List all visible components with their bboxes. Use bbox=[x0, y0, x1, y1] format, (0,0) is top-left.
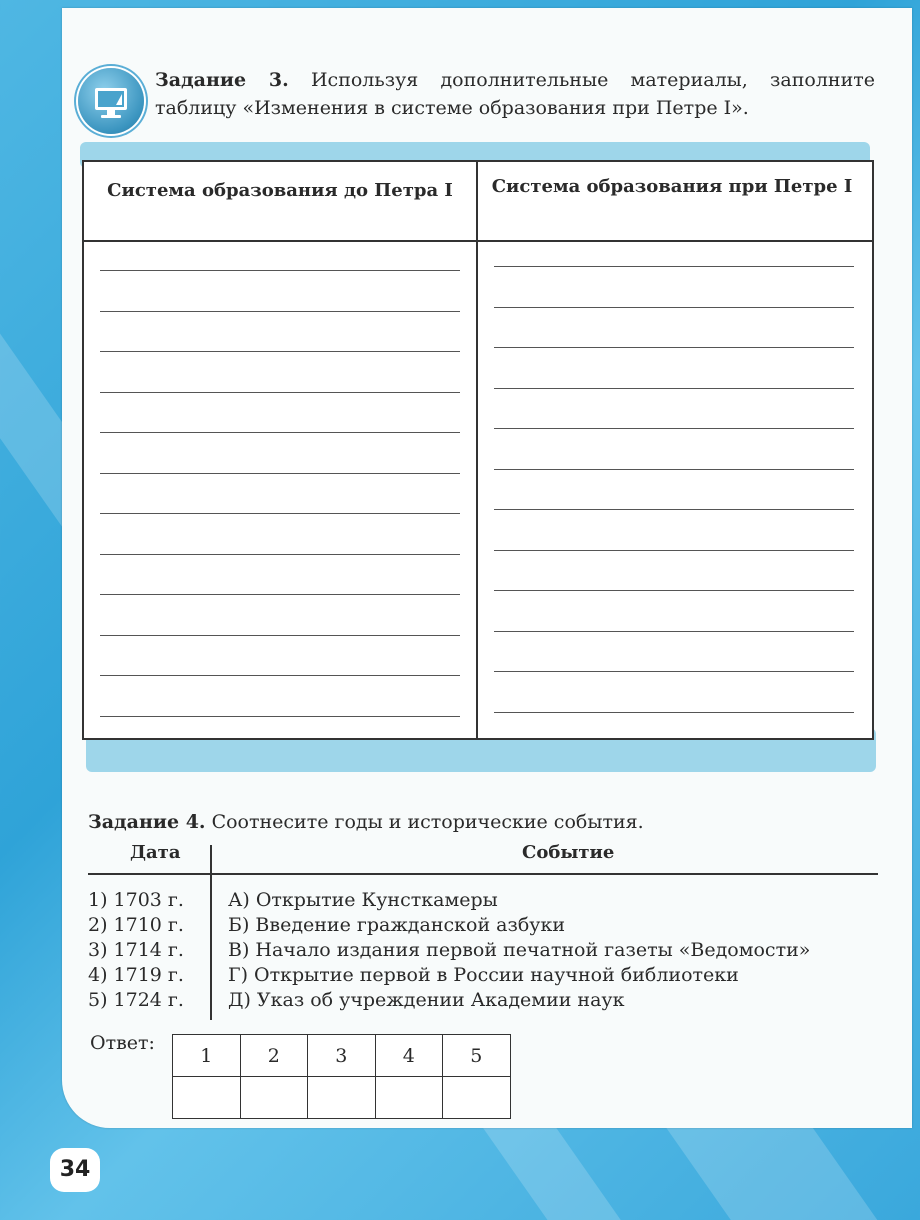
writing-line-before[interactable] bbox=[100, 311, 460, 312]
writing-line-during[interactable] bbox=[494, 509, 854, 510]
writing-line-during[interactable] bbox=[494, 590, 854, 591]
answer-number: 2 bbox=[240, 1035, 308, 1077]
date-item: 2) 1710 г. bbox=[88, 914, 184, 936]
task3-instructions bbox=[155, 66, 875, 122]
writing-line-during[interactable] bbox=[494, 631, 854, 632]
answer-number: 5 bbox=[443, 1035, 511, 1077]
writing-line-before[interactable] bbox=[100, 675, 460, 676]
writing-line-before[interactable] bbox=[100, 270, 460, 271]
answer-number: 3 bbox=[308, 1035, 376, 1077]
task3-label: Задание 3. bbox=[155, 69, 289, 91]
date-item: 1) 1703 г. bbox=[88, 889, 184, 911]
date-item: 3) 1714 г. bbox=[88, 939, 184, 961]
divider bbox=[88, 873, 878, 875]
answer-number: 1 bbox=[173, 1035, 241, 1077]
column-header-during: Система образования при Петре I bbox=[491, 176, 853, 197]
writing-line-during[interactable] bbox=[494, 347, 854, 348]
writing-line-before[interactable] bbox=[100, 554, 460, 555]
date-item: 4) 1719 г. bbox=[88, 964, 184, 986]
event-item: Д) Указ об учреждении Академии наук bbox=[228, 989, 625, 1011]
event-list bbox=[228, 888, 810, 1013]
divider bbox=[210, 845, 212, 1020]
writing-line-before[interactable] bbox=[100, 716, 460, 717]
writing-line-during[interactable] bbox=[494, 712, 854, 713]
education-table bbox=[82, 160, 874, 740]
monitor-icon bbox=[78, 68, 144, 134]
date-list bbox=[88, 888, 184, 1013]
answer-table bbox=[172, 1034, 511, 1119]
writing-line-before[interactable] bbox=[100, 392, 460, 393]
answer-cell-5[interactable] bbox=[443, 1077, 511, 1119]
date-column-header: Дата bbox=[130, 842, 181, 863]
writing-line-during[interactable] bbox=[494, 428, 854, 429]
writing-line-during[interactable] bbox=[494, 671, 854, 672]
writing-line-during[interactable] bbox=[494, 388, 854, 389]
writing-line-during[interactable] bbox=[494, 266, 854, 267]
answer-label: Ответ: bbox=[90, 1032, 155, 1054]
writing-line-during[interactable] bbox=[494, 550, 854, 551]
writing-line-during[interactable] bbox=[494, 307, 854, 308]
task3-text: Используя дополнительные материалы, заполните таблицу «Изменения в системе образования при Петре I». bbox=[155, 69, 875, 119]
answer-cell-4[interactable] bbox=[375, 1077, 443, 1119]
writing-line-before[interactable] bbox=[100, 432, 460, 433]
writing-line-before[interactable] bbox=[100, 594, 460, 595]
event-column-header: Событие bbox=[522, 842, 615, 863]
answer-cell-2[interactable] bbox=[240, 1077, 308, 1119]
event-item: Г) Открытие первой в России научной библиотеки bbox=[228, 964, 739, 986]
writing-line-before[interactable] bbox=[100, 635, 460, 636]
task4-label: Задание 4. bbox=[88, 811, 206, 833]
page-number: 34 bbox=[50, 1148, 100, 1192]
column-header-before: Система образования до Петра I bbox=[107, 180, 453, 201]
answer-cell-1[interactable] bbox=[173, 1077, 241, 1119]
event-item: В) Начало издания первой печатной газеты «Ведомости» bbox=[228, 939, 811, 961]
event-item: А) Открытие Кунсткамеры bbox=[228, 889, 498, 911]
task4-text: Соотнесите годы и исторические события. bbox=[205, 811, 644, 833]
date-item: 5) 1724 г. bbox=[88, 989, 184, 1011]
answer-number: 4 bbox=[375, 1035, 443, 1077]
writing-line-before[interactable] bbox=[100, 351, 460, 352]
writing-line-before[interactable] bbox=[100, 513, 460, 514]
event-item: Б) Введение гражданской азбуки bbox=[228, 914, 565, 936]
answer-cell-3[interactable] bbox=[308, 1077, 376, 1119]
writing-line-during[interactable] bbox=[494, 469, 854, 470]
task4-instructions bbox=[88, 808, 644, 836]
writing-line-before[interactable] bbox=[100, 473, 460, 474]
